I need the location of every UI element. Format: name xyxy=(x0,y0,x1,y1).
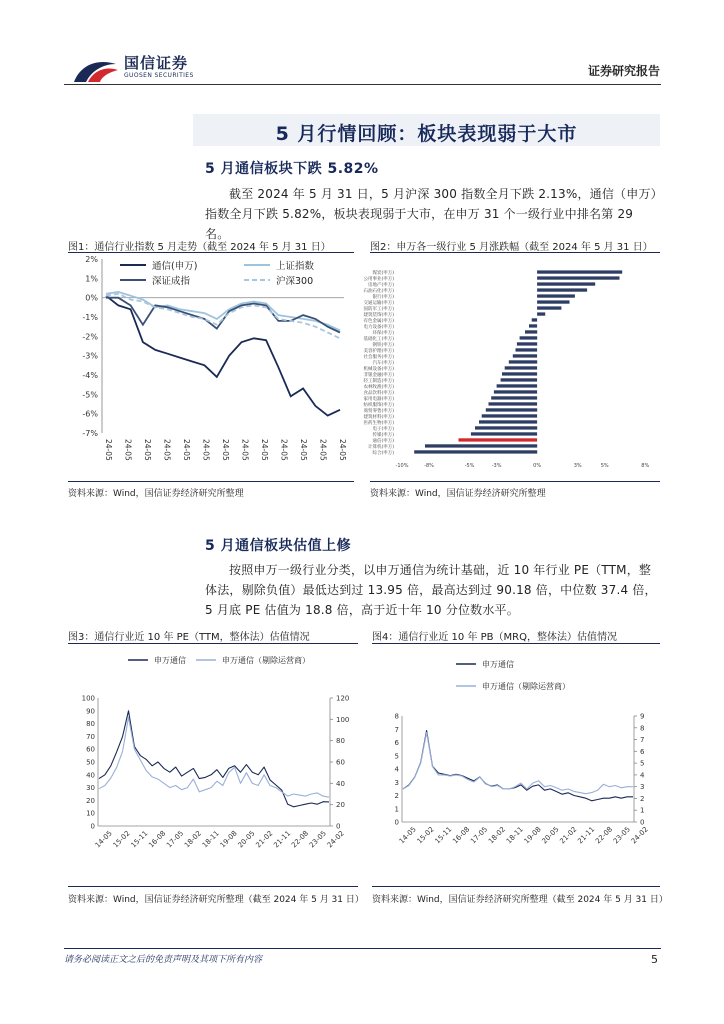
company-name-en: GUOSEN SECURITIES xyxy=(124,72,194,79)
fig4-y-right-tick: 2 xyxy=(640,794,645,803)
fig2-x-tick: 8% xyxy=(641,463,650,469)
fig3-y-left-tick: 30 xyxy=(86,784,95,793)
fig3-y-left-tick: 0 xyxy=(90,822,95,831)
fig1-x-tick: 24-05 xyxy=(221,439,230,461)
fig1-title: 图1：通信行业指数 5 月走势（截至 2024 年 5 月 31 日） xyxy=(68,242,331,253)
fig4-y-left-tick: 6 xyxy=(394,739,399,747)
fig1-x-tick: 24-05 xyxy=(123,439,133,461)
fig1-y-tick: -7% xyxy=(82,429,98,438)
fig2-chart xyxy=(363,253,660,479)
fig2-category-label: 通信(申万) xyxy=(372,438,394,444)
fig2-bar xyxy=(459,438,538,441)
fig1-legend-label: 沪深300 xyxy=(276,276,314,287)
fig1-x-tick: 24-05 xyxy=(260,439,269,461)
fig2-bar xyxy=(494,390,537,393)
fig4-x-tick: 18-02 xyxy=(486,825,508,846)
fig2-category-label: 食品饮料(申万) xyxy=(363,390,394,396)
fig4-chart xyxy=(372,644,660,884)
fig2-category-label: 汽车(申万) xyxy=(372,360,394,366)
fig3-y-right-tick: 0 xyxy=(336,822,341,831)
fig3-y-left-tick: 90 xyxy=(86,707,95,716)
fig2-bar xyxy=(537,270,622,273)
fig2-bar xyxy=(525,330,537,333)
fig4-legend-label: 申万通信 xyxy=(482,660,514,669)
fig3-legend-label: 申万通信 xyxy=(154,656,186,665)
fig2-bar xyxy=(537,288,587,291)
fig3-x-tick: 20-05 xyxy=(236,829,257,850)
fig2-category-label: 商贸零售(申万) xyxy=(363,408,394,414)
fig1-y-tick: 1% xyxy=(85,274,98,284)
subheading-1: 5 月通信板块下跌 5.82% xyxy=(205,161,379,177)
fig1-x-tick: 24-05 xyxy=(318,439,328,461)
fig4-legend-label: 申万通信（剔除运营商） xyxy=(482,682,570,691)
fig2-bar xyxy=(537,306,561,309)
fig3-x-tick: 23-05 xyxy=(307,829,328,850)
fig2-source: 资料来源：Wind，国信证券经济研究所整理 xyxy=(370,489,546,499)
fig3-chart xyxy=(68,644,358,884)
fig1-x-tick: 24-05 xyxy=(182,439,191,461)
fig4-series-line xyxy=(403,731,633,801)
fig1-x-tick: 24-05 xyxy=(143,439,152,461)
fig2-bar xyxy=(516,348,538,351)
fig3-y-right-tick: 40 xyxy=(336,779,345,788)
subheading-2: 5 月通信板块估值上修 xyxy=(205,538,352,554)
fig3-x-tick: 22-08 xyxy=(290,829,311,850)
fig3-x-tick: 14-05 xyxy=(93,829,114,850)
fig2-category-label: 钢铁(申万) xyxy=(372,342,394,348)
fig3-y-left-tick: 70 xyxy=(86,732,95,741)
fig1-y-tick: 2% xyxy=(85,255,98,264)
fig4-x-tick: 23-05 xyxy=(611,825,632,846)
fig4-y-left-tick: 3 xyxy=(394,778,399,787)
fig3-source: 资料来源：Wind，国信证券经济研究所整理（截至 2024 年 5 月 31 日） xyxy=(68,895,364,905)
fig2-category-label: 交通运输(申万) xyxy=(363,300,394,306)
fig2-category-label: 电子(申万) xyxy=(372,426,394,432)
fig4-x-tick: 18-11 xyxy=(504,825,525,846)
fig3-x-tick: 17-05 xyxy=(165,829,186,850)
fig1-x-tick: 24-05 xyxy=(104,439,113,461)
fig4-x-tick: 15-02 xyxy=(415,825,436,846)
fig4-frame xyxy=(372,643,660,884)
fig2-bar xyxy=(537,276,619,279)
fig2-bar xyxy=(529,324,537,327)
header-divider xyxy=(64,84,661,85)
fig2-category-label: 农林牧渔(申万) xyxy=(363,384,394,390)
fig4-y-right-tick: 7 xyxy=(640,736,645,745)
fig2-category-label: 综合(申万) xyxy=(372,450,394,456)
fig4-x-tick: 21-11 xyxy=(576,825,597,846)
fig4-y-left-tick: 0 xyxy=(394,818,399,827)
fig1-bottom-rule xyxy=(68,481,354,482)
fig1-y-tick: -4% xyxy=(82,371,98,380)
fig2-bottom-rule xyxy=(370,481,660,482)
fig1-x-tick: 24-05 xyxy=(299,439,308,461)
fig2-x-tick: 5% xyxy=(600,463,609,469)
footer-disclaimer: 请务必阅读正文之后的免责声明及其项下所有内容 xyxy=(64,955,263,965)
fig3-y-right-tick: 100 xyxy=(336,715,350,724)
fig3-y-right-tick: 60 xyxy=(336,758,345,767)
company-name-cn: 国信证券 xyxy=(124,54,189,72)
fig3-x-tick: 19-08 xyxy=(218,829,239,850)
fig3-y-left-tick: 100 xyxy=(81,694,95,703)
logo-mark-icon xyxy=(70,52,122,86)
fig4-y-right-tick: 0 xyxy=(640,818,645,827)
fig2-bar xyxy=(489,402,538,405)
fig4-y-right-tick: 8 xyxy=(640,724,645,733)
fig2-bar xyxy=(513,354,537,357)
fig2-x-tick: 3% xyxy=(573,463,582,469)
fig4-bottom-rule xyxy=(372,886,660,887)
fig2-x-tick: 0% xyxy=(533,463,542,469)
fig4-source: 资料来源：Wind，国信证券经济研究所整理（截至 2024 年 5 月 31 日） xyxy=(372,895,668,905)
fig2-category-label: 非银金融(申万) xyxy=(363,372,394,378)
fig2-category-label: 银行(申万) xyxy=(372,294,394,300)
fig4-y-left-tick: 8 xyxy=(394,712,399,721)
fig4-y-left-tick: 2 xyxy=(394,792,399,800)
fig2-bar xyxy=(471,432,537,435)
fig4-x-tick: 14-05 xyxy=(397,825,418,846)
fig2-x-tick: -10% xyxy=(395,463,409,469)
paragraph-1: 截至 2024 年 5 月 31 日，5 月沪深 300 指数全月下跌 2.13%，通信（申万）指数全月下跌 5.82%，板块表现弱于大市，在申万 31 个一级行业中排名第 29 名。 xyxy=(205,187,657,241)
fig3-y-right-tick: 20 xyxy=(336,801,345,810)
fig4-x-tick: 22-08 xyxy=(594,825,615,846)
fig1-source: 资料来源：Wind，国信证券经济研究所整理 xyxy=(68,489,244,499)
fig2-category-label: 医药生物(申万) xyxy=(363,420,394,426)
fig1-x-tick: 24-05 xyxy=(338,439,347,461)
fig3-x-tick: 15-11 xyxy=(129,829,150,850)
fig1-x-tick: 24-05 xyxy=(279,439,289,461)
fig2-category-label: 石油石化(申万) xyxy=(363,288,394,294)
fig4-y-right-tick: 6 xyxy=(640,747,645,756)
fig2-bar xyxy=(486,408,537,411)
fig4-x-tick: 15-11 xyxy=(433,825,454,846)
fig3-x-tick: 24-02 xyxy=(325,829,346,850)
fig2-category-label: 建筑材料(申万) xyxy=(363,414,394,420)
fig1-y-tick: -1% xyxy=(82,313,98,322)
fig2-bar xyxy=(532,318,537,321)
fig1-y-tick: -2% xyxy=(82,332,98,342)
fig2-bar xyxy=(414,450,537,453)
footer-divider xyxy=(64,948,661,949)
fig3-legend-label: 申万通信（剔除运营商） xyxy=(222,656,310,665)
fig3-y-left-tick: 40 xyxy=(86,771,95,780)
fig4-y-left-tick: 1 xyxy=(394,805,399,814)
fig1-x-tick: 24-05 xyxy=(162,439,172,461)
fig2-bar xyxy=(505,366,537,369)
fig3-bottom-rule xyxy=(68,886,358,887)
fig4-y-left-tick: 5 xyxy=(394,752,399,761)
fig3-y-left-tick: 60 xyxy=(86,745,95,754)
fig2-category-label: 纺织服饰(申万) xyxy=(363,402,394,408)
fig3-y-right-tick: 120 xyxy=(336,694,350,703)
fig1-legend-label: 深证成指 xyxy=(152,276,191,287)
fig3-x-tick: 21-02 xyxy=(254,829,275,850)
fig2-bar xyxy=(509,360,537,363)
fig4-series-line xyxy=(403,733,633,794)
fig1-y-tick: -5% xyxy=(82,390,98,400)
fig1-y-tick: -6% xyxy=(82,409,98,419)
fig1-legend-label: 通信(申万) xyxy=(152,261,198,272)
fig3-series-line xyxy=(99,717,329,797)
fig2-category-label: 有色金属(申万) xyxy=(363,318,394,324)
fig2-category-label: 公用事业(申万) xyxy=(363,276,394,282)
fig2-category-label: 基础化工(申万) xyxy=(363,336,394,342)
fig2-bar xyxy=(520,336,538,339)
fig2-x-tick: -3% xyxy=(491,463,502,469)
fig3-x-tick: 15-02 xyxy=(111,829,132,850)
fig4-y-right-tick: 9 xyxy=(640,712,645,721)
page-number: 5 xyxy=(651,953,658,966)
fig1-y-tick: -3% xyxy=(82,351,98,361)
fig2-bar xyxy=(475,426,537,429)
fig3-y-left-tick: 80 xyxy=(86,720,95,729)
fig3-y-right-tick: 80 xyxy=(336,737,345,746)
fig2-category-label: 社会服务(申万) xyxy=(363,354,394,360)
fig2-bar xyxy=(479,420,537,423)
report-type: 证券研究报告 xyxy=(587,64,660,78)
section-title: 5 月行情回顾：板块表现弱于大市 xyxy=(275,123,578,145)
fig2-bar xyxy=(482,414,537,417)
section-title-bar xyxy=(193,114,660,146)
fig2-bar xyxy=(537,282,595,285)
fig2-bar xyxy=(537,300,569,303)
fig3-y-left-tick: 20 xyxy=(86,796,95,805)
fig2-category-label: 轻工制造(申万) xyxy=(363,378,394,384)
fig2-bar xyxy=(491,396,537,399)
fig4-x-tick: 24-02 xyxy=(629,825,650,846)
fig4-x-tick: 21-02 xyxy=(558,825,579,846)
fig1-frame xyxy=(68,252,354,479)
fig2-x-tick: -8% xyxy=(424,463,434,469)
fig2-category-label: 环保(申万) xyxy=(372,330,394,336)
fig4-y-right-tick: 4 xyxy=(640,771,645,780)
fig4-y-left-tick: 7 xyxy=(394,725,399,734)
fig4-x-tick: 17-05 xyxy=(469,825,490,846)
fig3-x-tick: 18-11 xyxy=(200,829,221,850)
fig1-chart xyxy=(68,253,354,479)
fig2-title: 图2：申万各一级行业 5 月涨跌幅（截至 2024 年 5 月 31 日） xyxy=(370,242,653,253)
fig2-bar xyxy=(537,312,545,315)
fig4-x-tick: 16-08 xyxy=(451,825,472,846)
fig3-frame xyxy=(68,643,358,884)
fig2-category-label: 机械设备(申万) xyxy=(363,366,394,372)
fig3-y-left-tick: 50 xyxy=(86,758,95,767)
fig4-x-tick: 20-05 xyxy=(540,825,561,846)
fig3-x-tick: 16-08 xyxy=(147,829,168,850)
fig3-x-tick: 18-02 xyxy=(182,829,204,850)
fig3-y-left-tick: 10 xyxy=(86,809,95,818)
fig2-bar xyxy=(537,294,575,297)
fig2-category-label: 国防军工(申万) xyxy=(363,306,394,312)
fig2-x-tick: -5% xyxy=(464,463,475,469)
fig4-y-right-tick: 1 xyxy=(640,806,645,815)
fig2-category-label: 传媒(申万) xyxy=(372,432,394,438)
fig3-title: 图3：通信行业近 10 年 PE（TTM，整体法）估值情况 xyxy=(68,632,310,643)
fig2-bar xyxy=(425,444,537,447)
fig4-y-right-tick: 5 xyxy=(640,759,645,768)
fig2-bar xyxy=(497,384,537,387)
fig2-category-label: 家用电器(申万) xyxy=(363,396,394,402)
fig1-x-tick: 24-05 xyxy=(201,439,211,461)
fig2-category-label: 煤炭(申万) xyxy=(372,270,394,276)
fig2-category-label: 美容护理(申万) xyxy=(363,348,394,354)
fig4-y-right-tick: 3 xyxy=(640,783,645,792)
fig2-category-label: 建筑装饰(申万) xyxy=(363,312,394,318)
fig3-x-tick: 21-11 xyxy=(272,829,293,850)
fig4-y-left-tick: 4 xyxy=(394,765,399,774)
fig2-bar xyxy=(517,342,537,345)
fig1-x-tick: 24-05 xyxy=(240,439,250,461)
fig4-x-tick: 19-08 xyxy=(522,825,543,846)
fig2-bar xyxy=(501,378,537,381)
fig4-title: 图4：通信行业近 10 年 PB（MRQ，整体法）估值情况 xyxy=(372,632,617,643)
fig1-y-tick: 0% xyxy=(85,293,98,303)
paragraph-2: 按照申万一级行业分类，以申万通信为统计基础，近 10 年行业 PE（TTM，整体法，剔除负值）最低达到过 13.95 倍，最高达到过 90.18 倍，中位数 37.4 倍，5 月底 PE 估值为 18.8 倍，高于近十年 10 分位数水平。 xyxy=(205,563,657,617)
fig2-category-label: 房地产(申万) xyxy=(367,282,394,288)
fig3-series-line xyxy=(99,711,329,807)
fig2-category-label: 电力设备(申万) xyxy=(363,324,394,330)
fig2-category-label: 计算机(申万) xyxy=(367,444,394,450)
fig1-legend-label: 上证指数 xyxy=(276,261,315,272)
fig2-frame xyxy=(363,252,660,479)
fig2-bar xyxy=(502,372,537,375)
